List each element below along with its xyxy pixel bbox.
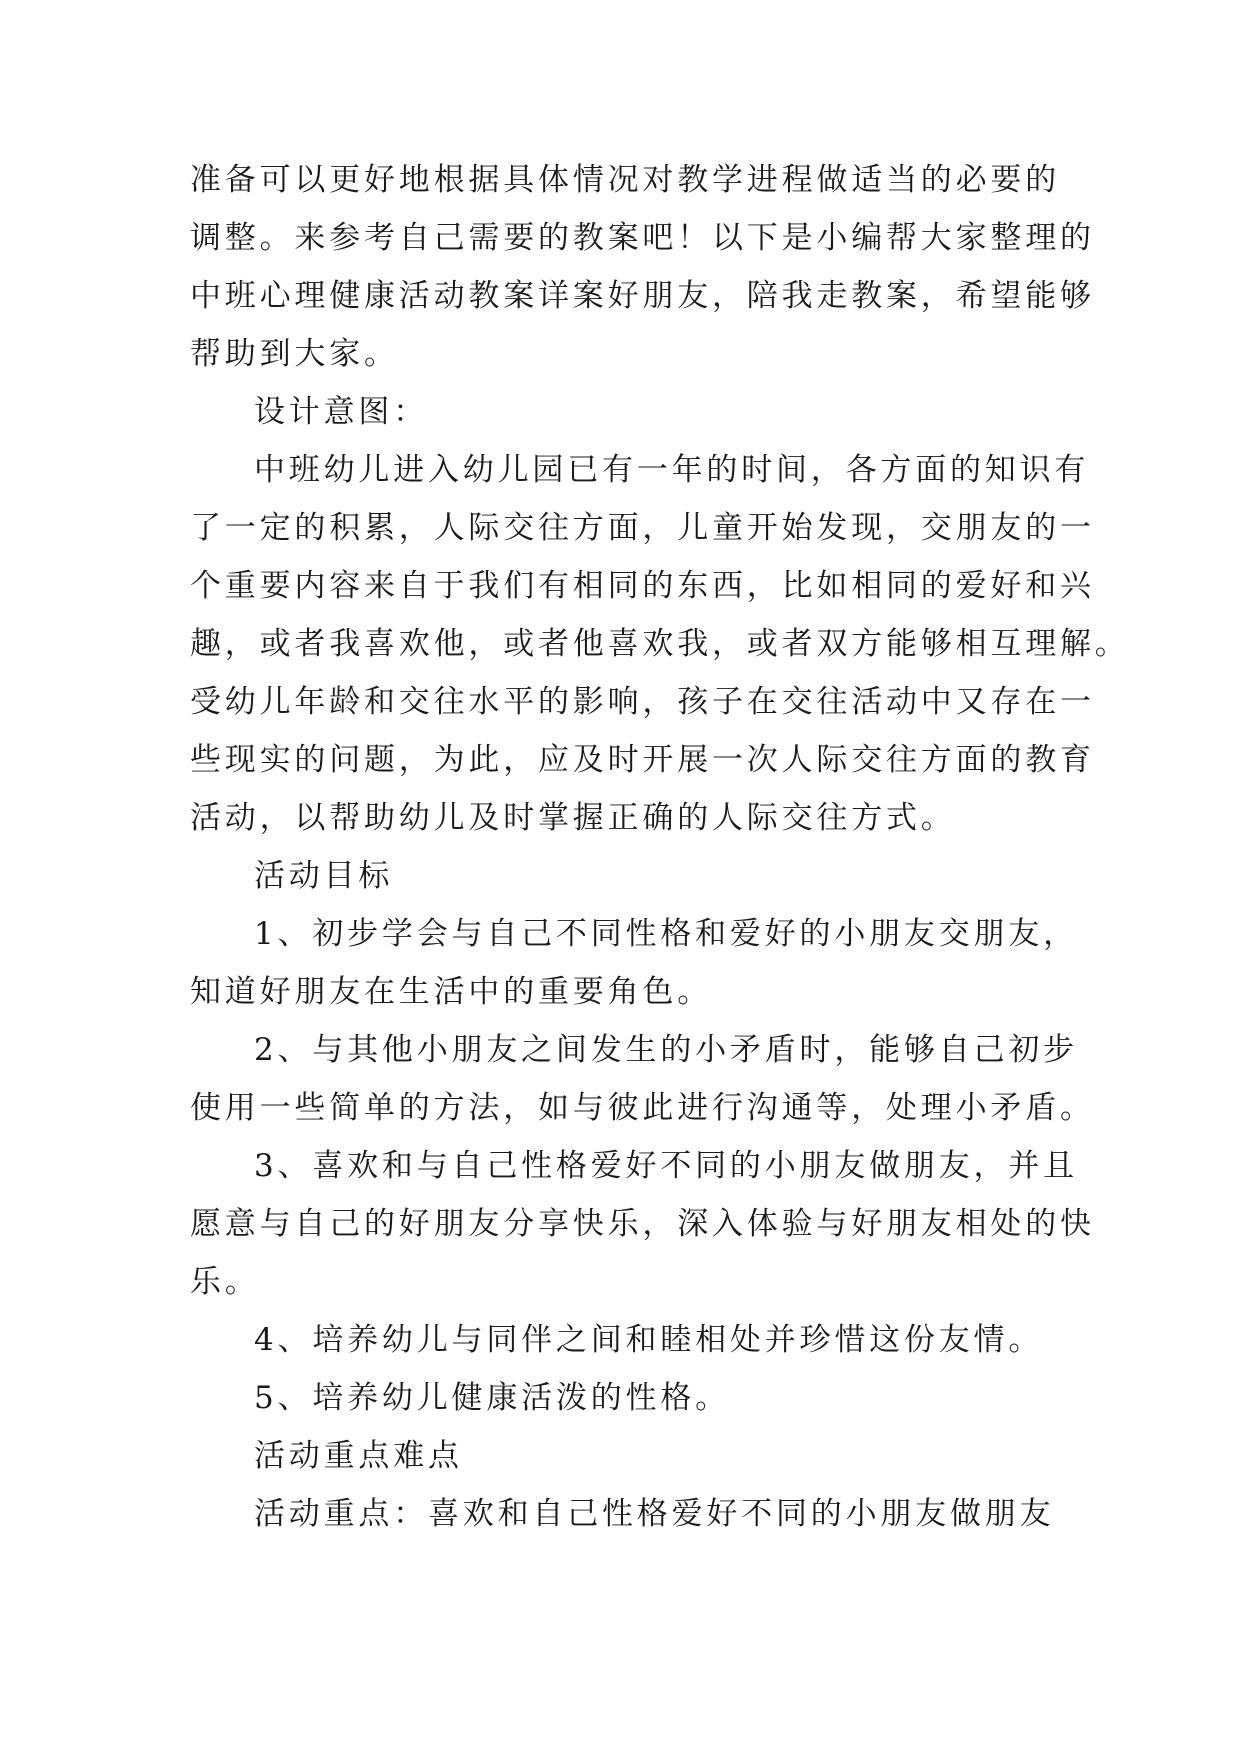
paragraph-line: 活动，以帮助幼儿及时掌握正确的人际交往方式。 — [190, 800, 956, 836]
goal-item-5: 5、培养幼儿健康活泼的性格。 — [254, 1380, 730, 1416]
paragraph-line: 些现实的问题，为此，应及时开展一次人际交往方面的教育 — [190, 742, 1095, 778]
goal-item-2: 2、与其他小朋友之间发生的小矛盾时，能够自己初步 — [254, 1032, 1078, 1068]
goal-item-1: 1、初步学会与自己不同性格和爱好的小朋友交朋友， — [254, 916, 1078, 952]
paragraph-line: 准备可以更好地根据具体情况对教学进程做适当的必要的 — [190, 162, 1060, 198]
paragraph-line: 受幼儿年龄和交往水平的影响，孩子在交往活动中又存在一 — [190, 684, 1095, 720]
goal-item-4: 4、培养幼儿与同伴之间和睦相处并珍惜这份友情。 — [254, 1322, 1044, 1358]
section-heading-design-intent: 设计意图： — [254, 394, 428, 430]
paragraph-line: 帮助到大家。 — [190, 336, 399, 372]
section-heading-key-points: 活动重点难点 — [254, 1438, 463, 1474]
paragraph-line: 了一定的积累，人际交往方面，儿童开始发现，交朋友的一 — [190, 510, 1095, 546]
section-heading-activity-goals: 活动目标 — [254, 858, 394, 894]
paragraph-line: 知道好朋友在生活中的重要角色。 — [190, 974, 712, 1010]
paragraph-line: 愿意与自己的好朋友分享快乐，深入体验与好朋友相处的快 — [190, 1206, 1095, 1242]
paragraph-line: 调整。来参考自己需要的教案吧！以下是小编帮大家整理的 — [190, 220, 1095, 256]
goal-item-3: 3、喜欢和与自己性格爱好不同的小朋友做朋友，并且 — [254, 1148, 1078, 1184]
paragraph-line: 乐。 — [190, 1264, 260, 1300]
paragraph-line: 趣，或者我喜欢他，或者他喜欢我，或者双方能够相互理解。 — [190, 626, 1130, 662]
paragraph-line: 中班幼儿进入幼儿园已有一年的时间，各方面的知识有 — [254, 452, 1090, 488]
paragraph-line: 使用一些简单的方法，如与彼此进行沟通等，处理小矛盾。 — [190, 1090, 1095, 1126]
paragraph-line: 中班心理健康活动教案详案好朋友，陪我走教案，希望能够 — [190, 278, 1095, 314]
paragraph-line: 活动重点：喜欢和自己性格爱好不同的小朋友做朋友 — [254, 1496, 1055, 1532]
paragraph-line: 个重要内容来自于我们有相同的东西，比如相同的爱好和兴 — [190, 568, 1095, 604]
